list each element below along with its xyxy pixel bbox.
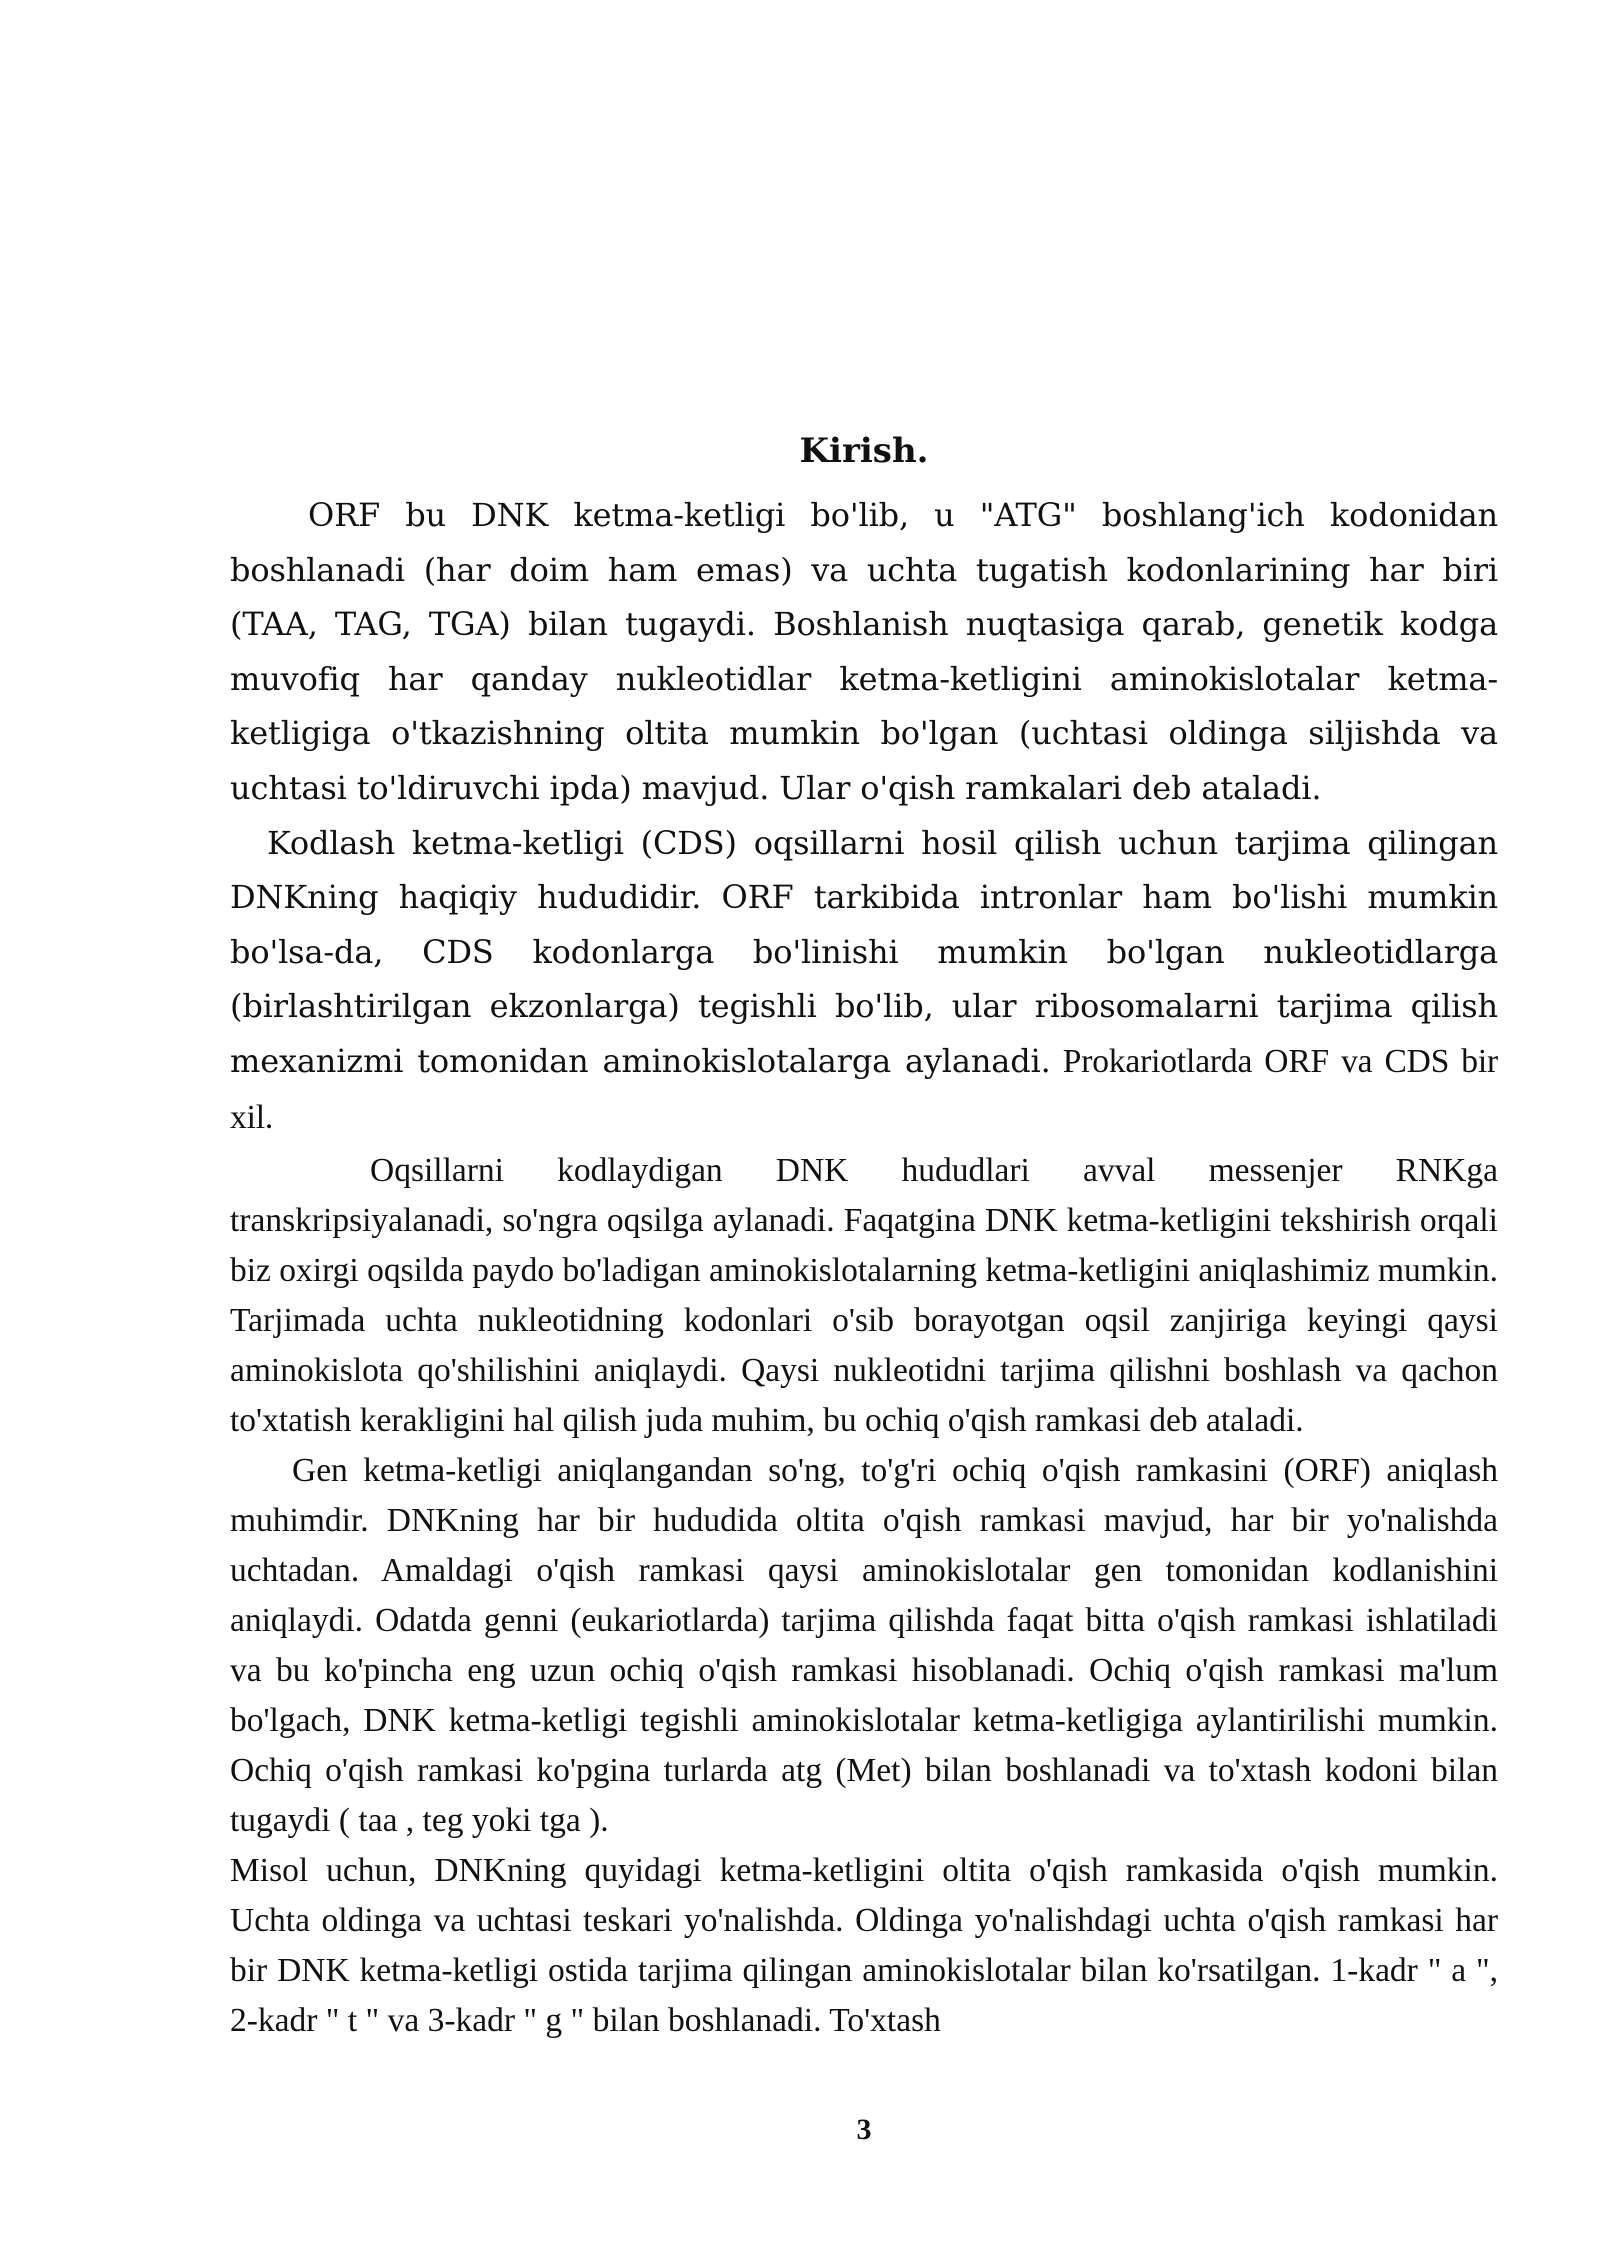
paragraph-5: Misol uchun, DNKning quyidagi ketma-ketligini oltita o'qish ramkasida o'qish mumkin. Uchta oldinga va uchtasi teskari yo'nalishda. Oldinga yo'nalishdagi uchta o'qish ramkasi har bir DNK ketma-ketligi ostida tarjima qilingan aminokislotalar bilan ko'rsatilgan. 1-kadr " a ", 2-kadr " t " va 3-kadr " g " bilan boshlanadi. To'xtash (230, 1852, 1498, 2040)
paragraph-2-tail: Prokariotlarda ORF va CDS bir xil. (230, 1042, 1499, 1136)
paragraph-1: ORF bu DNK ketma-ketligi bo'lib, u "ATG" boshlang'ich kodonidan boshlanadi (har doim ham emas) va uchta tugatish kodonlarining har biri (TAA, TAG, TGA) bilan tugaydi. Boshlanish nuqtasiga qarab, genetik kodga muvofiq har qanday nukleotidlar ketma-ketligini aminokislotalar ketma-ketligiga o'tkazishning oltita mumkin bo'lgan (uchtasi oldinga siljishda va uchtasi to'ldiruvchi ipda) mavjud. Ular o'qish ramkalari deb ataladi. (230, 496, 1498, 807)
paragraph-2 (230, 816, 1498, 1146)
paragraph-4: Gen ketma-ketligi aniqlangandan so'ng, to'g'ri ochiq o'qish ramkasini (ORF) aniqlash muhimdir. DNKning har bir hududida oltita o'qish ramkasi mavjud, har bir yo'nalishda uchtadan. Amaldagi o'qish ramkasi qaysi aminokislotalar gen tomonidan kodlanishini aniqlaydi. Odatda genni (eukariotlarda) tarjima qilishda faqat bitta o'qish ramkasi ishlatiladi va bu ko'pincha eng uzun ochiq o'qish ramkasi hisoblanadi. Ochiq o'qish ramkasi ma'lum bo'lgach, DNK ketma-ketligi tegishli aminokislotalar ketma-ketligiga aylantirilishi mumkin. Ochiq o'qish ramkasi ko'pgina turlarda atg (Met) bilan boshlanadi va to'xtash kodoni bilan tugaydi ( taa , teg yoki tga ). (230, 1452, 1498, 1840)
paragraph-3: Oqsillarni kodlaydigan DNK hududlari avval messenjer RNKga transkripsiyalanadi, so'ngra oqsilga aylanadi. Faqatgina DNK ketma-ketligini tekshirish orqali biz oxirgi oqsilda paydo bo'ladigan aminokislotalarning ketma-ketligini aniqlashimiz mumkin. Tarjimada uchta nukleotidning kodonlari o'sib borayotgan oqsil zanjiriga keyingi qaysi aminokislota qo'shilishini aniqlaydi. Qaysi nukleotidni tarjima qilishni boshlash va qachon to'xtatish kerakligini hal qilish juda muhim, bu ochiq o'qish ramkasi deb ataladi. (230, 1152, 1498, 1440)
page-number: 3 (856, 2113, 872, 2146)
section-title: Kirish. (799, 431, 929, 471)
paragraph-2-main: Kodlash ketma-ketligi (CDS) oqsillarni hosil qilish uchun tarjima qilingan DNKning haqiqiy hududidir. ORF tarkibida intronlar ham bo'lishi mumkin bo'lsa-da, CDS kodonlarga bo'linishi mumkin bo'lgan nukleotidlarga (birlashtirilgan ekzonlarga) tegishli bo'lib, ular ribosomalarni tarjima qilish mexanizmi tomonidan aminokislotalarga aylanadi. (230, 823, 1498, 1080)
page-content (230, 424, 1498, 2046)
